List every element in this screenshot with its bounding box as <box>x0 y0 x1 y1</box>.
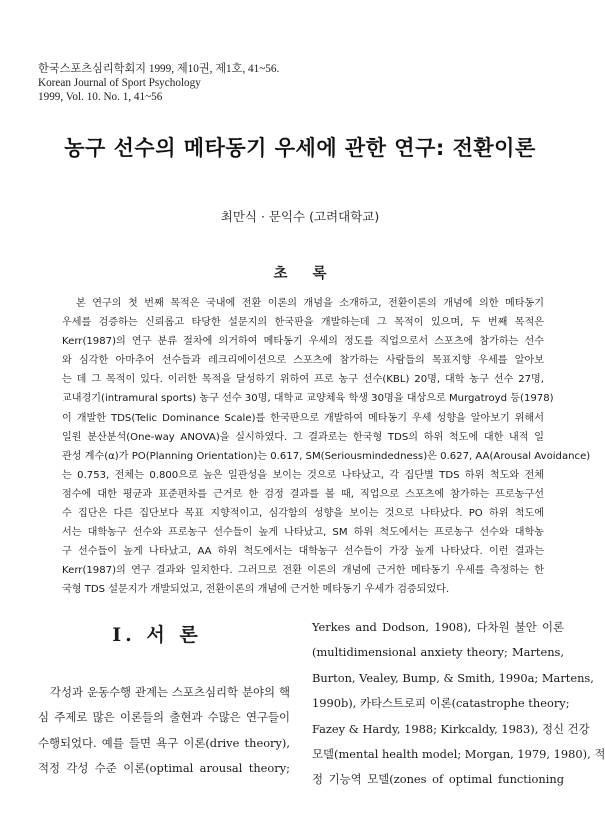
journal-citation-english: Korean Journal of Sport Psychology <box>38 77 201 89</box>
abstract-line: 서는 대학농구 선수와 프로농구 선수들이 높게 나타났고, SM 하위 척도에서는 프로농구 선수와 대학농 <box>62 527 544 539</box>
abstract-body <box>62 294 591 600</box>
author-line: 최만식 · 문익수 (고려대학교) <box>220 209 380 224</box>
abstract-line: 교내경기(intramural sports) 농구 선수 30명, 대학교 교양체육 학생 30명을 대상으로 Murgatroyd 등(1978) <box>62 393 554 405</box>
body-line: Fazey & Hardy, 1988; Kirkcaldy, 1983), 정신 건강 <box>312 721 590 736</box>
abstract-line: 점수에 대한 평균과 표준편차를 근거로 한 검정 결과를 볼 때, 직업으로 스포츠에 참가하는 프로농구선 <box>62 488 544 500</box>
body-line: 각성과 운동수행 관계는 스포츠심리학 분야의 핵 <box>50 685 290 699</box>
abstract-line: 는 0.753, 전체는 0.800으로 높은 일관성을 보이는 것으로 나타났고, 각 집단별 TDS 하위 척도와 전체 <box>62 469 544 481</box>
section-heading-introduction: Ⅰ. 서 론 <box>112 624 202 646</box>
body-line: 정 기능역 모델(zones of optimal functioning <box>312 772 564 787</box>
abstract-line: Kerr(1987)의 연구 결과와 일치한다. 그러므로 전환 이론의 개념에 근거한 메타동기 우세를 측정하는 한 <box>62 565 544 577</box>
abstract-line: 수 집단은 다른 집단보다 목표 지향적이고, 심각함의 성향을 보이는 것으로 나타났다. PO 하위 척도에 <box>62 508 544 520</box>
body-column-left <box>38 680 290 782</box>
body-line: Burton, Vealey, Bump, & Smith, 1990a; Martens, <box>312 670 594 685</box>
body-line: 적정 각성 수준 이론(optimal arousal theory; <box>38 761 290 776</box>
abstract-line: 와 심각한 아마추어 선수들과 레크리에이션으로 스포츠에 참가하는 사람들의 목표지향 우세를 알아보 <box>62 355 544 367</box>
abstract-line: 이 개발한 TDS(Telic Dominance Scale)를 한국판으로 개발하여 메타동기 우세 성향을 알아보기 위해서 <box>62 412 544 424</box>
journal-citation <box>38 62 279 104</box>
abstract-line: 국형 TDS 설문지가 개발되었고, 전환이론의 개념에 근거한 메타동기 우세가 검증되었다. <box>62 584 450 596</box>
body-line: Yerkes and Dodson, 1908), 다차원 불안 이론 <box>312 620 564 634</box>
body-line: (multidimensional anxiety theory; Martens, <box>312 645 564 660</box>
paper-title: 농구 선수의 메타동기 우세에 관한 연구: 전환이론 <box>64 136 536 160</box>
abstract-line: 본 연구의 첫 번째 목적은 국내에 전환 이론의 개념을 소개하고, 전환이론의 개념에 의한 메타동기 <box>76 298 544 309</box>
body-line: 1990b), 카타스트로피 이론(catastrophe theory; <box>312 696 570 711</box>
abstract-line: 관성 계수(α)가 PO(Planning Orientation)는 0.617, SM(Seriousmindedness)은 0.627, AA(Arousal Avoidance) <box>62 450 591 462</box>
abstract-line: Kerr(1987)의 연구 분류 절차에 의거하여 메타동기 우세의 정도를 직업으로서 스포츠에 참가하는 선수 <box>62 336 544 348</box>
abstract-line: 는 데 그 목적이 있다. 이러한 목적을 달성하기 위하여 프로 농구 선수(KBL) 20명, 대학 농구 선수 27명, <box>62 374 544 386</box>
journal-citation-korean: 한국스포츠심리학회지 1999, 제10권, 제1호, 41~56. <box>38 63 280 75</box>
abstract-line: 구 선수들이 높게 나타났고, AA 하위 척도에서는 대학농구 선수들이 가장 높게 나타났다. 이런 결과는 <box>62 546 544 558</box>
abstract-line: 우세를 검증하는 신뢰롭고 타당한 설문지의 한국판을 개발하는데 그 목적이 있으며, 두 번째 목적은 <box>62 317 544 329</box>
body-line: 수행되었다. 예를 들면 욕구 이론(drive theory), <box>38 735 290 750</box>
body-line: 모델(mental health model; Morgan, 1979, 1980), 적 <box>312 746 605 761</box>
body-line: 심 주제로 많은 이론들의 출현과 수많은 연구들이 <box>38 710 290 725</box>
abstract-heading: 초 록 <box>273 266 337 282</box>
abstract-line: 일원 분산분석(One-way ANOVA)을 실시하였다. 그 결과로는 한국형 TDS의 하위 척도에 대한 내적 일 <box>62 431 544 443</box>
body-column-right <box>312 615 605 793</box>
journal-citation-volume: 1999, Vol. 10. No. 1, 41~56 <box>38 91 163 103</box>
